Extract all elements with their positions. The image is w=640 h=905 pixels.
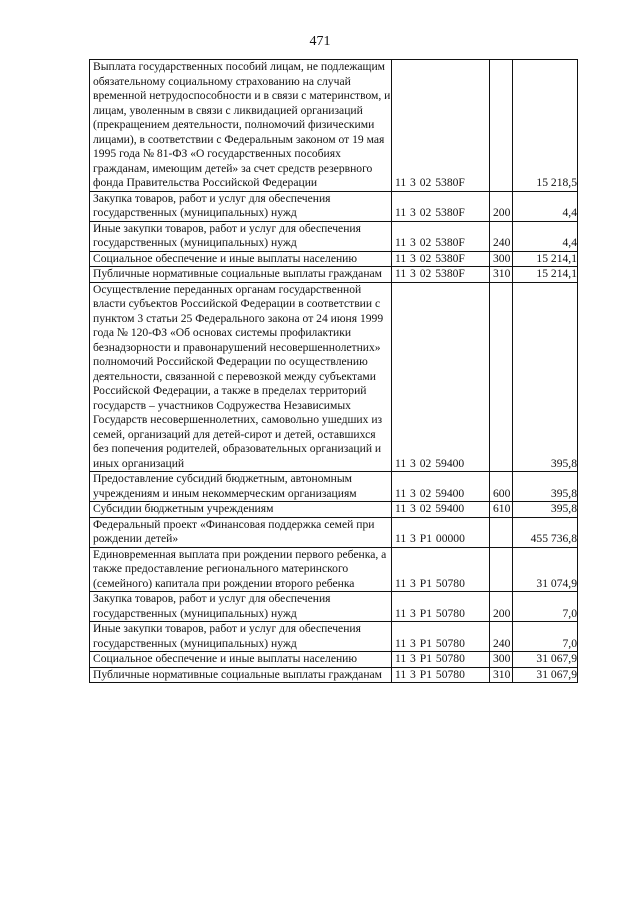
row-name: Выплата государственных пособий лицам, не подлежащим обязательному социальному страхованию на случай временной нетрудоспособности и в связи с материнством, и лицам, уволенным в связи с ликвидацией организаций (прекращением деятельности, полномочий физическими лицами), в соответствии с Федеральным законом от 19 мая 1995 года № 81-ФЗ «О государственных пособиях гражданам, имеющим детей» за счет средств резервного фонда Правительства Российской Федерации xyxy=(90,60,392,192)
row-name: Публичные нормативные социальные выплаты гражданам xyxy=(90,267,392,283)
row-vr: 310 xyxy=(490,267,513,283)
row-name: Иные закупки товаров, работ и услуг для обеспечения государственных (муниципальных) нужд xyxy=(90,221,392,251)
row-amount: 31 067,9 xyxy=(513,667,578,683)
row-vr xyxy=(490,517,513,547)
row-name: Закупка товаров, работ и услуг для обеспечения государственных (муниципальных) нужд xyxy=(90,592,392,622)
row-code: 11 3 02 5380F xyxy=(392,191,490,221)
page-number: 471 xyxy=(309,34,331,49)
table-row xyxy=(90,282,578,472)
row-name: Иные закупки товаров, работ и услуг для обеспечения государственных (муниципальных) нужд xyxy=(90,622,392,652)
row-code: 11 3 02 5380F xyxy=(392,267,490,283)
row-code: 11 3 02 5380F xyxy=(392,251,490,267)
table-row xyxy=(90,652,578,668)
table-row xyxy=(90,251,578,267)
table-row xyxy=(90,547,578,592)
row-name: Социальное обеспечение и иные выплаты населению xyxy=(90,251,392,267)
row-name: Предоставление субсидий бюджетным, автономным учреждениям и иным некоммерческим организациям xyxy=(90,472,392,502)
row-code: 11 3 02 59400 xyxy=(392,472,490,502)
row-vr: 300 xyxy=(490,251,513,267)
table-row xyxy=(90,191,578,221)
row-code: 11 3 02 5380F xyxy=(392,221,490,251)
row-vr: 240 xyxy=(490,622,513,652)
table-row xyxy=(90,517,578,547)
row-code: 11 3 P1 50780 xyxy=(392,592,490,622)
row-code: 11 3 02 5380F xyxy=(392,60,490,192)
row-name: Закупка товаров, работ и услуг для обеспечения государственных (муниципальных) нужд xyxy=(90,191,392,221)
row-amount: 31 074,9 xyxy=(513,547,578,592)
row-vr xyxy=(490,282,513,472)
table-row xyxy=(90,221,578,251)
table-row xyxy=(90,60,578,192)
table-row xyxy=(90,622,578,652)
row-amount: 4,4 xyxy=(513,191,578,221)
row-name: Публичные нормативные социальные выплаты гражданам xyxy=(90,667,392,683)
row-code: 11 3 P1 50780 xyxy=(392,667,490,683)
budget-table xyxy=(89,59,578,683)
row-code: 11 3 02 59400 xyxy=(392,502,490,518)
row-vr xyxy=(490,547,513,592)
row-vr: 300 xyxy=(490,652,513,668)
row-name: Федеральный проект «Финансовая поддержка семей при рождении детей» xyxy=(90,517,392,547)
row-amount: 395,8 xyxy=(513,472,578,502)
row-amount: 15 218,5 xyxy=(513,60,578,192)
row-amount: 15 214,1 xyxy=(513,267,578,283)
row-amount: 395,8 xyxy=(513,502,578,518)
row-amount: 395,8 xyxy=(513,282,578,472)
row-code: 11 3 02 59400 xyxy=(392,282,490,472)
row-vr: 310 xyxy=(490,667,513,683)
row-amount: 4,4 xyxy=(513,221,578,251)
row-amount: 31 067,9 xyxy=(513,652,578,668)
row-name: Единовременная выплата при рождении первого ребенка, а также предоставление регионального материнского (семейного) капитала при рождении второго ребенка xyxy=(90,547,392,592)
row-vr: 600 xyxy=(490,472,513,502)
row-code: 11 3 P1 50780 xyxy=(392,547,490,592)
row-vr xyxy=(490,60,513,192)
row-amount: 7,0 xyxy=(513,622,578,652)
table-row xyxy=(90,267,578,283)
row-vr: 610 xyxy=(490,502,513,518)
row-name: Осуществление переданных органам государственной власти субъектов Российской Федерации в соответствии с пунктом 3 статьи 25 Федерального закона от 24 июня 1999 года № 120-ФЗ «Об основах системы профилактики безнадзорности и правонарушений несовершеннолетних» полномочий Российской Федерации по осуществлению деятельности, связанной с перевозкой между субъектами Российской Федерации, а также в пределах территорий государств – участников Содружества Независимых Государств несовершеннолетних, самовольно ушедших из семей, организаций для детей-сирот и детей, оставшихся без попечения родителей, образовательных организаций и иных организаций xyxy=(90,282,392,472)
table-row xyxy=(90,667,578,683)
row-code: 11 3 P1 00000 xyxy=(392,517,490,547)
row-vr: 240 xyxy=(490,221,513,251)
table-row xyxy=(90,472,578,502)
row-name: Субсидии бюджетным учреждениям xyxy=(90,502,392,518)
row-vr: 200 xyxy=(490,592,513,622)
row-vr: 200 xyxy=(490,191,513,221)
row-amount: 15 214,1 xyxy=(513,251,578,267)
table-row xyxy=(90,592,578,622)
row-amount: 7,0 xyxy=(513,592,578,622)
row-code: 11 3 P1 50780 xyxy=(392,652,490,668)
row-code: 11 3 P1 50780 xyxy=(392,622,490,652)
row-amount: 455 736,8 xyxy=(513,517,578,547)
table-row xyxy=(90,502,578,518)
row-name: Социальное обеспечение и иные выплаты населению xyxy=(90,652,392,668)
